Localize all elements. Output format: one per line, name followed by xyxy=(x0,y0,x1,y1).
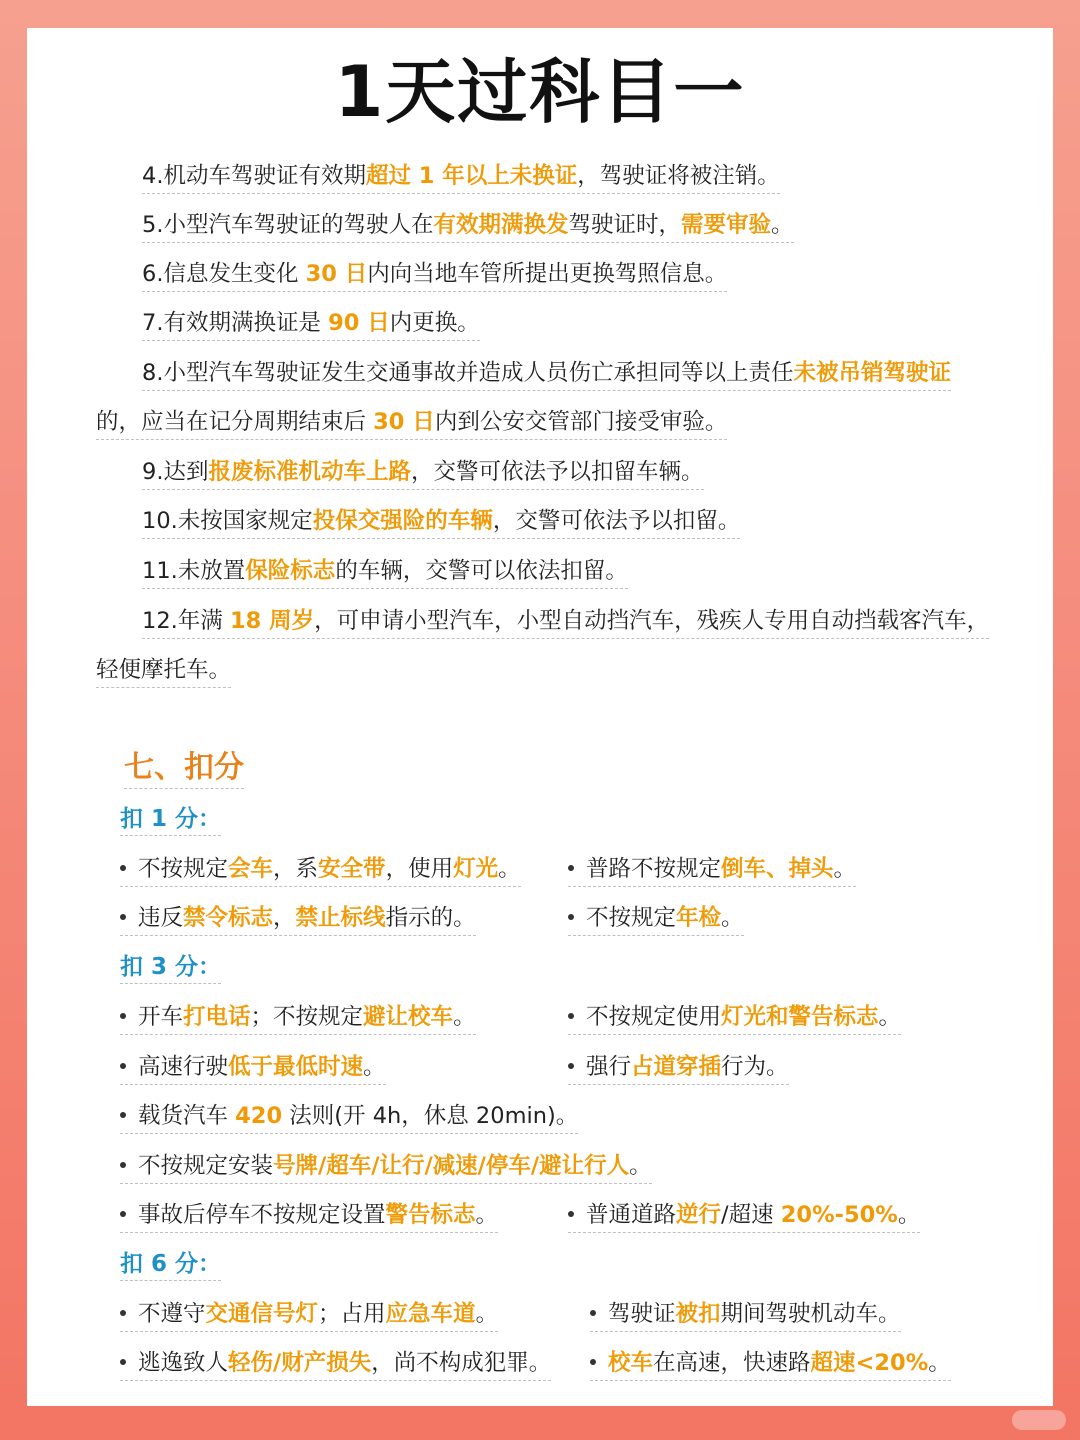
rule-12 xyxy=(142,605,989,639)
text-segment: ，系 xyxy=(273,856,319,882)
text-segment: 。 xyxy=(928,1350,951,1376)
text-segment: 期间驾驶机动车。 xyxy=(720,1301,901,1327)
text-segment: 。 xyxy=(498,856,521,882)
text-segment: 高速行驶 xyxy=(138,1054,229,1080)
bullet-dot-icon xyxy=(120,1013,126,1019)
text-segment: 。 xyxy=(363,1054,386,1080)
highlighted-text: 30 日 xyxy=(373,409,435,435)
text-segment: 。 xyxy=(771,212,794,238)
bullet-item xyxy=(120,1051,386,1085)
highlighted-text: 校车 xyxy=(608,1350,654,1376)
highlighted-text: 应急车道 xyxy=(385,1301,476,1327)
highlighted-text: 安全带 xyxy=(318,856,386,882)
text-segment: 内更换。 xyxy=(389,310,480,336)
text-segment: 逃逸致人 xyxy=(138,1350,229,1376)
bullet-dot-icon xyxy=(568,1211,574,1217)
bullet-item xyxy=(120,1150,652,1184)
highlighted-text: 轻伤/财产损失 xyxy=(228,1350,372,1376)
text-segment: ；占用 xyxy=(318,1301,386,1327)
highlighted-text: 打电话 xyxy=(183,1004,251,1030)
highlighted-text: 倒车、掉头 xyxy=(721,856,834,882)
rule-8 xyxy=(142,357,951,391)
bullet-dot-icon xyxy=(120,1359,126,1365)
bullet-dot-icon xyxy=(120,1211,126,1217)
bullet-item xyxy=(568,1001,901,1035)
bullet-item xyxy=(568,1051,789,1085)
highlighted-text: 被扣 xyxy=(675,1301,721,1327)
text-segment: 普通道路 xyxy=(586,1202,677,1228)
text-segment: 不按规定使用 xyxy=(586,1004,722,1030)
text-segment: 内到公安交管部门接受审验。 xyxy=(434,409,728,435)
text-segment: 不按规定 xyxy=(138,856,229,882)
bullet-dot-icon xyxy=(568,1063,574,1069)
text-segment: 指示的。 xyxy=(385,905,476,931)
bullet-item xyxy=(120,1001,476,1035)
text-segment: 。 xyxy=(897,1202,921,1228)
text-segment: 事故后停车不按规定设置 xyxy=(138,1202,386,1228)
text-segment: 。 xyxy=(453,1004,476,1030)
text-segment: 4.机动车驾驶证有效期 xyxy=(142,163,366,189)
text-segment: 。 xyxy=(878,1004,902,1030)
text-segment: 。 xyxy=(833,856,857,882)
text-segment: 的，应当在记分周期结束后 xyxy=(96,409,374,435)
text-segment: ，可申请小型汽车，小型自动挡汽车，残疾人专用自动挡载客汽车， xyxy=(314,608,990,634)
highlighted-text: 需要审验 xyxy=(681,212,772,238)
rule-12-cont xyxy=(96,654,231,688)
bullet-item xyxy=(120,902,476,936)
text-segment: ，交警可依法予以扣留。 xyxy=(492,508,741,534)
text-segment: 普路不按规定 xyxy=(586,856,722,882)
bullet-dot-icon xyxy=(568,1013,574,1019)
text-segment: 开车 xyxy=(138,1004,184,1030)
highlighted-text: 低于最低时速 xyxy=(228,1054,364,1080)
text-segment: ， xyxy=(273,905,296,931)
text-segment: 。 xyxy=(475,1301,499,1327)
bullet-item xyxy=(568,1199,920,1233)
highlighted-text: 年检 xyxy=(676,905,722,931)
bullet-dot-icon xyxy=(120,1310,126,1316)
bullet-item xyxy=(120,853,521,887)
page-title: 1天过科目一 xyxy=(334,51,746,133)
bullet-item xyxy=(590,1347,951,1381)
text-segment: 8.小型汽车驾驶证发生交通事故并造成人员伤亡承担同等以上责任 xyxy=(142,360,794,386)
text-segment: ，尚不构成犯罪。 xyxy=(371,1350,552,1376)
text-segment: 10.未按国家规定 xyxy=(142,508,313,534)
text-segment: 不按规定 xyxy=(586,905,677,931)
text-segment: 9.达到 xyxy=(142,459,209,485)
highlighted-text: <20% xyxy=(855,1350,929,1376)
text-segment: 。 xyxy=(721,905,744,931)
rule-11 xyxy=(142,555,628,589)
text-segment: 载货汽车 xyxy=(138,1103,236,1129)
bullet-item xyxy=(120,1298,498,1332)
bullet-item xyxy=(120,1100,578,1134)
text-segment: 轻便摩托车。 xyxy=(96,657,232,683)
rule-8-cont xyxy=(96,406,727,440)
text-segment: 不遵守 xyxy=(138,1301,206,1327)
rule-6 xyxy=(142,258,727,292)
text-segment: 违反 xyxy=(138,905,184,931)
bullet-item xyxy=(120,1199,498,1233)
highlighted-text: 禁止标线 xyxy=(295,905,386,931)
section-title-deduction: 七、扣分 xyxy=(124,748,244,789)
text-segment: 强行 xyxy=(586,1054,632,1080)
rule-7 xyxy=(142,307,480,341)
bullet-item xyxy=(590,1298,901,1332)
highlighted-text: 投保交强险的车辆 xyxy=(312,508,493,534)
text-segment: ；不按规定 xyxy=(250,1004,364,1030)
bullet-dot-icon xyxy=(120,1112,126,1118)
rule-9 xyxy=(142,456,704,490)
highlighted-text: 灯光 xyxy=(453,856,499,882)
highlighted-text: 未被吊销驾驶证 xyxy=(793,360,951,386)
highlighted-text: 会车 xyxy=(228,856,274,882)
highlighted-text: 禁令标志 xyxy=(183,905,274,931)
highlighted-text: 30 日 xyxy=(305,261,368,287)
rule-4 xyxy=(142,160,780,194)
highlighted-text: 号牌/超车/让行/减速/停车/避让行人 xyxy=(273,1153,630,1179)
deduct-3-heading: 扣 3 分： xyxy=(120,951,221,984)
text-segment: 驾驶证时， xyxy=(568,212,681,238)
watermark-badge xyxy=(1012,1410,1066,1430)
text-segment: ，交警可依法予以扣留车辆。 xyxy=(410,459,704,485)
bullet-dot-icon xyxy=(120,865,126,871)
text-segment: 行为。 xyxy=(721,1054,789,1080)
highlighted-text: 保险标志 xyxy=(245,558,336,584)
highlighted-text: 420 xyxy=(235,1103,283,1129)
bullet-dot-icon xyxy=(120,1162,126,1168)
highlighted-text: 灯光和警告标志 xyxy=(721,1004,879,1030)
text-segment: 驾驶证 xyxy=(608,1301,676,1327)
text-segment: 7.有效期满换证是 xyxy=(142,310,329,336)
rule-10 xyxy=(142,505,740,539)
highlighted-text: 避让校车 xyxy=(363,1004,454,1030)
text-segment: 内向当地车管所提出更换驾照信息。 xyxy=(367,261,728,287)
highlighted-text: 超速 xyxy=(810,1350,856,1376)
highlighted-text: 警告标志 xyxy=(385,1202,476,1228)
text-segment: /超速 xyxy=(721,1202,781,1228)
deduct-1-heading: 扣 1 分： xyxy=(120,803,221,836)
bullet-dot-icon xyxy=(568,865,574,871)
bullet-dot-icon xyxy=(590,1310,596,1316)
highlighted-text: 占道穿插 xyxy=(631,1054,722,1080)
text-segment: 不按规定安装 xyxy=(138,1153,274,1179)
text-segment: 。 xyxy=(629,1153,652,1179)
bullet-item xyxy=(568,853,856,887)
highlighted-text: 20%-50% xyxy=(780,1202,898,1228)
text-segment: 。 xyxy=(475,1202,499,1228)
bullet-dot-icon xyxy=(590,1359,596,1365)
highlighted-text: 交通信号灯 xyxy=(205,1301,319,1327)
bullet-item xyxy=(568,902,744,936)
text-segment: ，使用 xyxy=(385,856,454,882)
highlighted-text: 超过 1 年以上未换证 xyxy=(365,163,578,189)
bullet-item xyxy=(120,1347,551,1381)
text-segment: ，驾驶证将被注销。 xyxy=(577,163,780,189)
highlighted-text: 18 周岁 xyxy=(229,608,315,634)
rule-5 xyxy=(142,209,794,243)
text-segment: 在高速，快速路 xyxy=(653,1350,811,1376)
highlighted-text: 有效期满换发 xyxy=(433,212,569,238)
bullet-dot-icon xyxy=(120,914,126,920)
bullet-dot-icon xyxy=(120,1063,126,1069)
text-segment: 6.信息发生变化 xyxy=(142,261,306,287)
text-segment: 12.年满 xyxy=(142,608,230,634)
text-segment: 的车辆，交警可以依法扣留。 xyxy=(335,558,628,584)
highlighted-text: 报废标准机动车上路 xyxy=(208,459,411,485)
bullet-dot-icon xyxy=(568,914,574,920)
text-segment: 5.小型汽车驾驶证的驾驶人在 xyxy=(142,212,434,238)
highlighted-text: 逆行 xyxy=(676,1202,722,1228)
highlighted-text: 90 日 xyxy=(328,310,390,336)
text-segment: 11.未放置 xyxy=(142,558,246,584)
deduct-6-heading: 扣 6 分： xyxy=(120,1248,221,1281)
text-segment: 法则(开 4h，休息 20min)。 xyxy=(282,1103,579,1129)
